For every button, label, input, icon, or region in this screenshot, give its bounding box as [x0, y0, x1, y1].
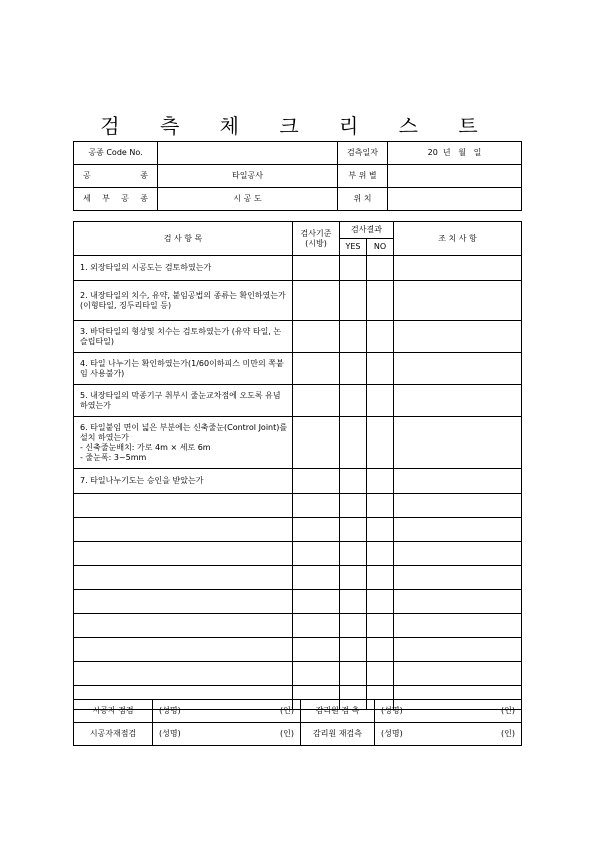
table-row — [74, 321, 522, 353]
info-table — [73, 141, 522, 211]
action-cell[interactable] — [394, 542, 522, 566]
date-label: 검측일자 — [338, 142, 388, 165]
checklist-item — [74, 542, 293, 566]
location-label: 위 치 — [338, 188, 388, 211]
supervisor-sign-field[interactable] — [375, 700, 522, 723]
yes-cell[interactable] — [340, 321, 367, 353]
no-cell[interactable] — [367, 417, 394, 469]
checklist-table — [73, 221, 522, 710]
work-field[interactable]: 타일공사 — [158, 165, 338, 188]
standard-cell[interactable] — [293, 321, 340, 353]
code-label: 공종 Code No. — [74, 142, 158, 165]
supervisor-re-sign-field[interactable] — [375, 723, 522, 746]
yes-cell[interactable] — [340, 494, 367, 518]
detail-label: 세 부 공 종 — [74, 188, 158, 211]
checklist-item: 4. 타일 나누기는 확인하였는가(1/60이하피스 미만의 쪽붙임 사용불가) — [74, 353, 293, 385]
action-cell[interactable] — [394, 614, 522, 638]
checklist-item — [74, 614, 293, 638]
table-row — [74, 638, 522, 662]
yes-cell[interactable] — [340, 566, 367, 590]
supervisor-seal: (인) — [501, 706, 515, 715]
header-yes: YES — [340, 239, 367, 256]
action-cell[interactable] — [394, 256, 522, 281]
supervisor-name: (성명) — [381, 706, 403, 715]
table-row — [74, 256, 522, 281]
checklist-item — [74, 494, 293, 518]
standard-cell[interactable] — [293, 353, 340, 385]
contractor-name: (성명) — [159, 706, 181, 715]
no-cell[interactable] — [367, 494, 394, 518]
no-cell[interactable] — [367, 638, 394, 662]
table-row — [74, 518, 522, 542]
no-cell[interactable] — [367, 469, 394, 494]
table-row — [74, 417, 522, 469]
date-field[interactable]: 20 년 월 일 — [388, 142, 522, 165]
yes-cell[interactable] — [340, 353, 367, 385]
table-row — [74, 614, 522, 638]
no-cell[interactable] — [367, 590, 394, 614]
header-no: NO — [367, 239, 394, 256]
table-row — [74, 353, 522, 385]
no-cell[interactable] — [367, 256, 394, 281]
yes-cell[interactable] — [340, 518, 367, 542]
yes-cell[interactable] — [340, 281, 367, 321]
no-cell[interactable] — [367, 566, 394, 590]
yes-cell[interactable] — [340, 590, 367, 614]
checklist-item: 3. 바닥타일의 형상및 치수는 검토하였는가 (유약 타일, 논슬립타일) — [74, 321, 293, 353]
supervisor-re-seal: (인) — [501, 729, 515, 738]
table-row — [74, 542, 522, 566]
contractor-label: 시공자 점검 — [74, 700, 153, 723]
yes-cell[interactable] — [340, 662, 367, 686]
checklist-item: 6. 타일붙임 면이 넓은 부분에는 신축줄눈(Control Joint)를 설치 하였는가 - 신축줄눈배치: 가로 4m × 세로 6m - 줄눈폭: 3~5mm — [74, 417, 293, 469]
signature-table — [73, 699, 522, 746]
action-cell[interactable] — [394, 469, 522, 494]
contractor-seal: (인) — [280, 706, 294, 715]
yes-cell[interactable] — [340, 542, 367, 566]
standard-cell[interactable] — [293, 542, 340, 566]
action-cell[interactable] — [394, 590, 522, 614]
action-cell[interactable] — [394, 385, 522, 417]
yes-cell[interactable] — [340, 469, 367, 494]
supervisor-re-label: 감리원 재검측 — [301, 723, 375, 746]
standard-cell[interactable] — [293, 417, 340, 469]
standard-cell[interactable] — [293, 256, 340, 281]
no-cell[interactable] — [367, 281, 394, 321]
table-row — [74, 469, 522, 494]
action-cell[interactable] — [394, 518, 522, 542]
no-cell[interactable] — [367, 321, 394, 353]
yes-cell[interactable] — [340, 614, 367, 638]
detail-field[interactable]: 시 공 도 — [158, 188, 338, 211]
header-items: 검 사 항 목 — [74, 222, 293, 256]
action-cell[interactable] — [394, 321, 522, 353]
no-cell[interactable] — [367, 542, 394, 566]
standard-cell[interactable] — [293, 494, 340, 518]
no-cell[interactable] — [367, 518, 394, 542]
page-title: 검 측 체 크 리 스 트 — [100, 114, 495, 138]
checklist-item — [74, 638, 293, 662]
standard-cell[interactable] — [293, 518, 340, 542]
table-row — [74, 590, 522, 614]
action-cell[interactable] — [394, 417, 522, 469]
checklist-item: 2. 내장타일의 치수, 유약, 붙임공법의 종류는 확인하였는가(이형타일, 징두리타일 등) — [74, 281, 293, 321]
header-action: 조 치 사 항 — [394, 222, 522, 256]
work-label: 공 종 — [74, 165, 158, 188]
standard-cell[interactable] — [293, 614, 340, 638]
supervisor-label: 감리원 검 측 — [301, 700, 375, 723]
yes-cell[interactable] — [340, 385, 367, 417]
yes-cell[interactable] — [340, 256, 367, 281]
contractor-sign-field[interactable] — [153, 700, 301, 723]
standard-cell[interactable] — [293, 566, 340, 590]
no-cell[interactable] — [367, 662, 394, 686]
supervisor-re-name: (성명) — [381, 729, 403, 738]
no-cell[interactable] — [367, 385, 394, 417]
part-label: 부 위 별 — [338, 165, 388, 188]
action-cell[interactable] — [394, 566, 522, 590]
part-field[interactable] — [388, 165, 522, 188]
table-row — [74, 281, 522, 321]
action-cell[interactable] — [394, 494, 522, 518]
contractor-re-label: 시공자재점검 — [74, 723, 153, 746]
checklist-item: 5. 내장타일의 막종기구 취부시 줄눈교차점에 오도록 유념하였는가 — [74, 385, 293, 417]
no-cell[interactable] — [367, 353, 394, 385]
standard-cell[interactable] — [293, 662, 340, 686]
yes-cell[interactable] — [340, 638, 367, 662]
standard-cell[interactable] — [293, 638, 340, 662]
checklist-item — [74, 590, 293, 614]
yes-cell[interactable] — [340, 417, 367, 469]
contractor-re-name: (성명) — [159, 729, 181, 738]
contractor-re-seal: (인) — [280, 729, 294, 738]
standard-cell[interactable] — [293, 469, 340, 494]
no-cell[interactable] — [367, 614, 394, 638]
header-standard: 검사기준 (시방) — [293, 222, 340, 256]
checklist-item — [74, 662, 293, 686]
action-cell[interactable] — [394, 353, 522, 385]
table-row — [74, 494, 522, 518]
standard-cell[interactable] — [293, 281, 340, 321]
action-cell[interactable] — [394, 281, 522, 321]
standard-cell[interactable] — [293, 590, 340, 614]
checklist-item — [74, 566, 293, 590]
table-row — [74, 566, 522, 590]
location-field[interactable] — [388, 188, 522, 211]
action-cell[interactable] — [394, 638, 522, 662]
checklist-item: 7. 타일나누기도는 승인을 받았는가 — [74, 469, 293, 494]
action-cell[interactable] — [394, 662, 522, 686]
table-row — [74, 385, 522, 417]
contractor-re-sign-field[interactable] — [153, 723, 301, 746]
header-result: 검사결과 — [340, 222, 394, 239]
checklist-item: 1. 외장타일의 시공도는 검토하였는가 — [74, 256, 293, 281]
code-field[interactable] — [158, 142, 338, 165]
table-row — [74, 662, 522, 686]
standard-cell[interactable] — [293, 385, 340, 417]
checklist-item — [74, 518, 293, 542]
